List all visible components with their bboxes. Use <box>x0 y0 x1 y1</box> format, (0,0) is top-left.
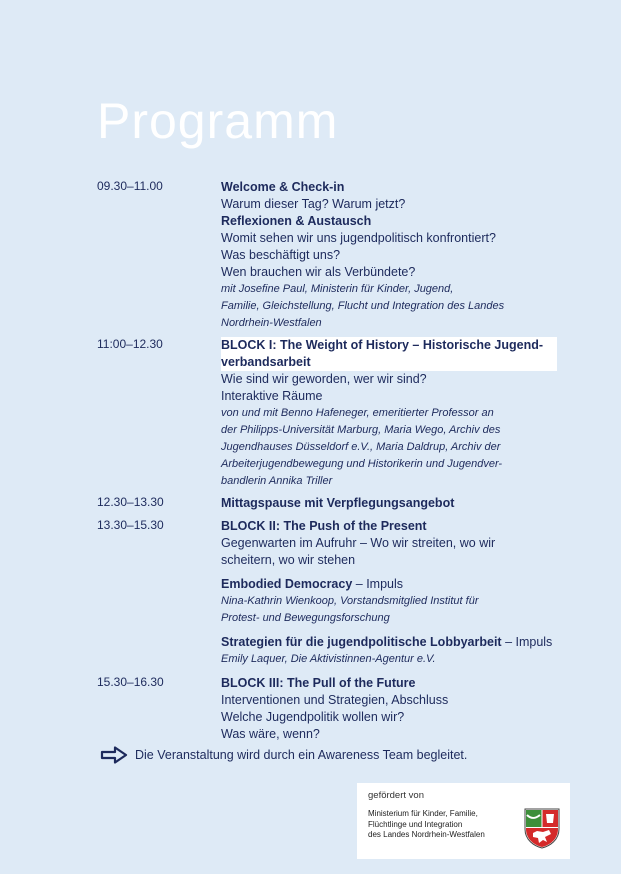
awareness-note <box>100 746 467 764</box>
session-heading-text: BLOCK III: The Pull of the Future <box>221 676 416 690</box>
session-description: Wie sind wir geworden, wer wir sind? <box>221 372 427 386</box>
session-heading-text: verbandsarbeit <box>221 354 557 371</box>
schedule-content <box>221 495 566 512</box>
schedule-time: 13.30–15.30 <box>97 518 164 532</box>
session-description: Womit sehen wir uns jugendpolitisch konfrontiert? <box>221 231 496 245</box>
page-title: Programm <box>97 93 339 149</box>
session-heading-text: BLOCK I: The Weight of History – Historische Jugend- <box>221 337 557 354</box>
session-heading <box>221 518 566 535</box>
session-description: Wen brauchen wir als Verbündete? <box>221 265 416 279</box>
session-heading-text: Strategien für die jugendpolitische Lobbyarbeit <box>221 635 502 649</box>
session-description: Welche Jugendpolitik wollen wir? <box>221 710 405 724</box>
session-heading <box>221 675 566 692</box>
funder-box <box>357 783 570 859</box>
funder-line: des Landes Nordrhein-Westfalen <box>368 830 485 839</box>
session-heading <box>221 354 566 371</box>
spacer <box>221 627 566 634</box>
session-heading <box>221 337 566 354</box>
speaker-info: Emily Laquer, Die Aktivistinnen-Agentur e.V. <box>221 653 436 665</box>
schedule-content <box>221 179 566 332</box>
funder-label: gefördert von <box>368 790 424 801</box>
schedule-time: 11:00–12.30 <box>97 337 163 351</box>
funder-line: Flüchtlinge und Integration <box>368 819 463 829</box>
session-heading <box>221 576 566 593</box>
session-heading-text: BLOCK II: The Push of the Present <box>221 519 427 533</box>
session-heading <box>221 634 566 651</box>
arrow-right-icon <box>100 746 128 764</box>
speaker-info: von und mit Benno Hafeneger, emeritierter Professor an <box>221 407 494 419</box>
funder-line: Ministerium für Kinder, Familie, <box>368 809 478 818</box>
speaker-info: Protest- und Bewegungsforschung <box>221 612 390 624</box>
session-description: scheitern, wo wir stehen <box>221 553 356 567</box>
session-description: Interaktive Räume <box>221 389 323 403</box>
schedule-content <box>221 518 566 668</box>
schedule-time: 15.30–16.30 <box>97 675 164 689</box>
spacer <box>221 569 566 576</box>
speaker-info: der Philipps-Universität Marburg, Maria Wego, Archiv des <box>221 424 501 436</box>
speaker-info: Nina-Kathrin Wienkoop, Vorstandsmitglied Institut für <box>221 595 479 607</box>
session-description: Interventionen und Strategien, Abschluss <box>221 693 449 707</box>
session-description: Warum dieser Tag? Warum jetzt? <box>221 197 406 211</box>
speaker-info: mit Josefine Paul, Ministerin für Kinder, Jugend, <box>221 283 454 295</box>
speaker-info: Nordrhein-Westfalen <box>221 317 322 329</box>
session-heading-text: Mittagspause mit Verpflegungsangebot <box>221 496 455 510</box>
session-heading <box>221 495 566 512</box>
speaker-info: bandlerin Annika Triller <box>221 475 333 487</box>
session-description: Was wäre, wenn? <box>221 727 320 741</box>
speaker-info: Familie, Gleichstellung, Flucht und Integration des Landes <box>221 300 505 312</box>
session-heading-text: Embodied Democracy <box>221 577 353 591</box>
session-type: – Impuls <box>352 577 404 591</box>
speaker-info: Jugendhauses Düsseldorf e.V., Maria Daldrup, Archiv der <box>221 441 501 453</box>
funder-ministry <box>368 809 485 841</box>
schedule-content <box>221 337 566 490</box>
speaker-info: Arbeiterjugendbewegung und Historikerin und Jugendver- <box>221 458 503 470</box>
schedule-content <box>221 675 566 743</box>
session-heading <box>221 179 566 196</box>
session-heading <box>221 213 566 230</box>
schedule-time: 09.30–11.00 <box>97 179 163 193</box>
session-heading-text: Reflexionen & Austausch <box>221 214 372 228</box>
awareness-note-text: Die Veranstaltung wird durch ein Awareness Team begleitet. <box>135 748 468 762</box>
session-description: Gegenwarten im Aufruhr – Wo wir streiten, wo wir <box>221 536 496 550</box>
nrw-coat-of-arms-icon <box>523 807 561 849</box>
session-heading-text: Welcome & Check-in <box>221 180 345 194</box>
session-type: – Impuls <box>501 635 553 649</box>
schedule-time: 12.30–13.30 <box>97 495 164 509</box>
session-description: Was beschäftigt uns? <box>221 248 341 262</box>
